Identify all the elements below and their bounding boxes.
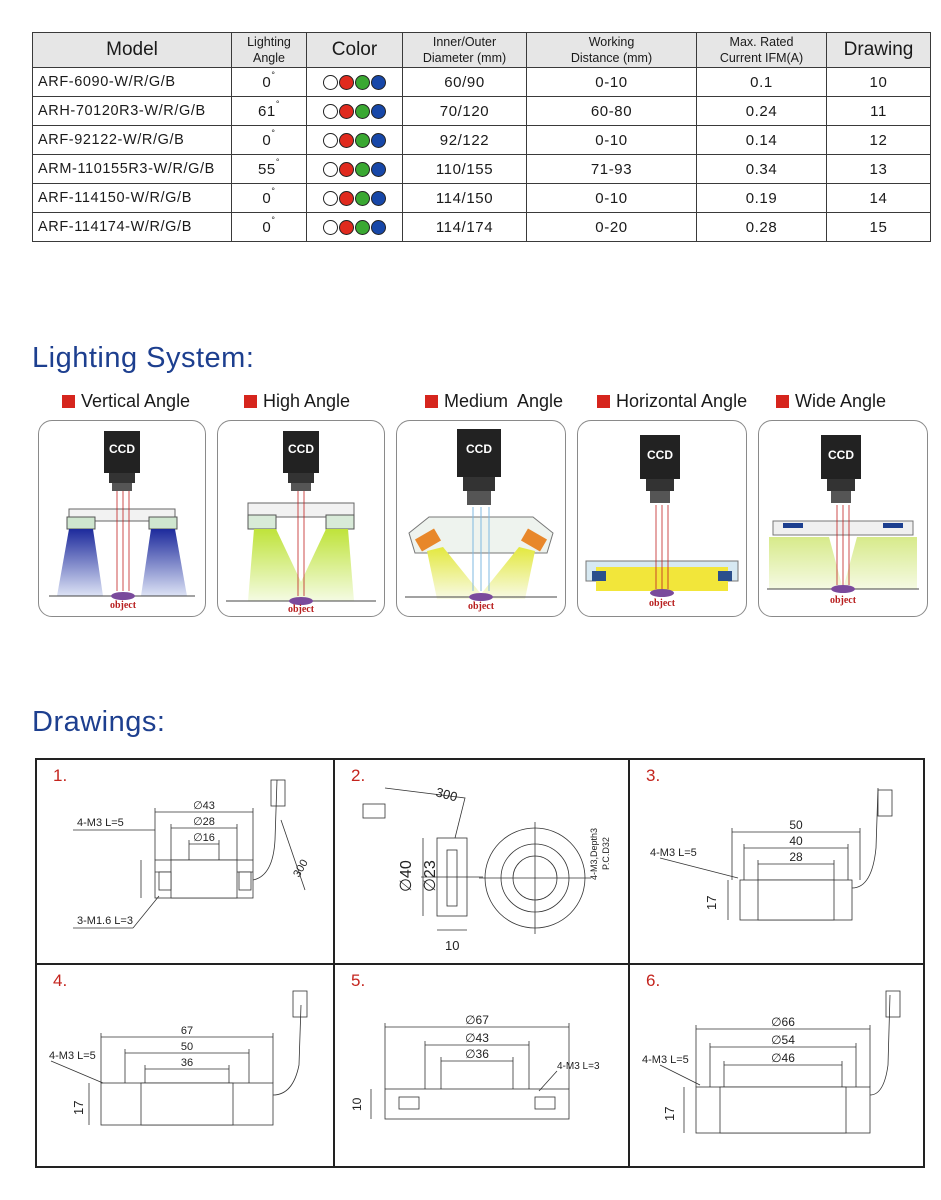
label-vertical-angle: Vertical Angle [62,391,190,412]
drawing-1 [37,760,333,963]
angle-cell: 55° [232,155,307,184]
drawing-number: 6. [646,971,661,990]
color-dot-1 [339,104,354,119]
working-distance-cell: 0-20 [527,213,697,242]
lighting-system-title: Lighting System: [32,342,255,374]
height: 17 [704,895,719,910]
color-dot-3 [371,191,386,206]
color-cell [307,126,403,155]
object-label: object [829,595,857,606]
horizontal-angle-diagram [577,420,747,617]
drawing-cell: 11 [827,97,931,126]
color-dot-3 [371,133,386,148]
screw-label: 4-M3 L=5 [650,847,697,859]
height: 17 [71,1100,86,1115]
drawing-cell: 14 [827,184,931,213]
color-dot-1 [339,162,354,177]
vertical-angle-diagram [38,420,206,617]
high-angle-diagram [217,420,385,617]
color-dot-3 [371,162,386,177]
color-cell [307,213,403,242]
wide-angle-diagram [758,420,928,617]
cable-length: 300 [434,784,460,805]
dim-inner: ∅36 [465,1047,489,1061]
drawings-grid [35,758,925,1168]
drawing-number: 2. [351,766,366,785]
color-dot-3 [371,75,386,90]
working-distance-cell: 0-10 [527,68,697,97]
object-label: object [648,598,676,609]
drawing-number: 1. [53,766,68,785]
ccd-label: CCD [647,448,673,462]
ccd-label: CCD [466,442,492,456]
model-cell: ARF-114174-W/R/G/B [33,213,232,242]
diameter-cell: 70/120 [403,97,527,126]
drawing-number: 5. [351,971,366,990]
height: 17 [662,1106,677,1121]
color-dot-2 [355,162,370,177]
drawing-number: 3. [646,766,661,785]
header-drawing: Drawing [827,33,931,68]
drawing-4 [37,965,333,1168]
dim-middle: 40 [789,834,803,848]
label-high-angle: High Angle [244,391,350,412]
working-distance-cell: 71-93 [527,155,697,184]
color-dot-1 [339,220,354,235]
table-row [33,68,931,97]
cable-length: 300 [291,857,311,880]
label-medium-angle: Medium Angle [425,391,563,412]
spec-table [32,32,931,242]
header-color: Color [307,33,403,68]
dim-outer: ∅40 [398,860,415,892]
angle-cell: 0° [232,68,307,97]
label-wide-angle: Wide Angle [776,391,886,412]
table-header-row [33,33,931,68]
current-cell: 0.1 [697,68,827,97]
table-row [33,155,931,184]
color-cell [307,68,403,97]
model-cell: ARF-92122-W/R/G/B [33,126,232,155]
table-row [33,97,931,126]
pcd-label: P.C.D32 [601,837,611,870]
header-working-distance: Working Distance (mm) [527,33,697,68]
dim-middle: ∅54 [771,1033,795,1047]
diameter-cell: 114/174 [403,213,527,242]
object-label: object [287,604,315,615]
color-cell [307,97,403,126]
color-dot-2 [355,75,370,90]
screw-label: 4-M3 L=5 [77,817,124,829]
dim-inner: 28 [789,850,803,864]
dim-outer: ∅66 [771,1015,795,1029]
model-cell: ARM-110155R3-W/R/G/B [33,155,232,184]
header-diameter: Inner/Outer Diameter (mm) [403,33,527,68]
color-dot-0 [323,220,338,235]
model-cell: ARF-6090-W/R/G/B [33,68,232,97]
object-label: object [467,601,495,612]
angle-cell: 0° [232,126,307,155]
current-cell: 0.24 [697,97,827,126]
drawing-cell: 10 [827,68,931,97]
color-dot-0 [323,162,338,177]
table-row [33,184,931,213]
working-distance-cell: 60-80 [527,97,697,126]
drawing-cell: 12 [827,126,931,155]
working-distance-cell: 0-10 [527,184,697,213]
drawing-6 [630,965,923,1168]
dim-outer: ∅43 [193,800,215,812]
color-dot-2 [355,133,370,148]
dim-outer: 67 [180,1025,194,1037]
model-cell: ARF-114150-W/R/G/B [33,184,232,213]
header-lighting-angle: Lighting Angle [232,33,307,68]
screw-label: 4-M3 L=5 [49,1050,96,1062]
working-distance-cell: 0-10 [527,126,697,155]
dim-inner: 36 [180,1057,194,1069]
screw-label: 4-M3 L=3 [557,1061,600,1072]
drawing-cell: 13 [827,155,931,184]
height: 10 [350,1097,364,1111]
ccd-label: CCD [109,442,135,456]
color-cell [307,184,403,213]
dim-outer: ∅67 [465,1013,489,1027]
diameter-cell: 92/122 [403,126,527,155]
drawing-3 [630,760,923,963]
diameter-cell: 60/90 [403,68,527,97]
color-dot-2 [355,191,370,206]
current-cell: 0.19 [697,184,827,213]
dim-outer: 50 [789,818,803,832]
model-cell: ARH-70120R3-W/R/G/B [33,97,232,126]
color-dot-2 [355,104,370,119]
medium-angle-diagram [396,420,566,617]
color-dot-3 [371,104,386,119]
current-cell: 0.28 [697,213,827,242]
color-dot-1 [339,75,354,90]
screw-label: 4-M3 L=5 [642,1054,689,1066]
color-cell [307,155,403,184]
screw2-label: 3-M1.6 L=3 [77,915,133,927]
drawing-5 [335,965,628,1168]
dim-inner: ∅16 [193,832,215,844]
color-dot-3 [371,220,386,235]
header-current: Max. Rated Current IFM(A) [697,33,827,68]
screw-label: 4-M3,Depth3 [589,827,599,880]
color-dot-2 [355,220,370,235]
color-dot-0 [323,191,338,206]
angle-cell: 61° [232,97,307,126]
table-row [33,213,931,242]
ccd-label: CCD [288,442,314,456]
dim-inner: ∅23 [422,860,439,892]
ccd-label: CCD [828,448,854,462]
current-cell: 0.14 [697,126,827,155]
diameter-cell: 114/150 [403,184,527,213]
color-dot-0 [323,133,338,148]
drawing-number: 4. [53,971,68,990]
drawing-cell: 15 [827,213,931,242]
dim-middle: ∅43 [465,1031,489,1045]
dim-inner: ∅46 [771,1051,795,1065]
color-dot-0 [323,104,338,119]
object-label: object [109,600,137,611]
color-dot-1 [339,191,354,206]
angle-cell: 0° [232,213,307,242]
table-row [33,126,931,155]
diameter-cell: 110/155 [403,155,527,184]
angle-cell: 0° [232,184,307,213]
drawing-2 [335,760,628,963]
header-model: Model [33,33,232,68]
drawings-title: Drawings: [32,706,166,738]
width: 10 [445,938,460,953]
label-horizontal-angle: Horizontal Angle [597,391,747,412]
color-dot-0 [323,75,338,90]
dim-middle: 50 [180,1041,194,1053]
current-cell: 0.34 [697,155,827,184]
dim-middle: ∅28 [193,816,215,828]
color-dot-1 [339,133,354,148]
